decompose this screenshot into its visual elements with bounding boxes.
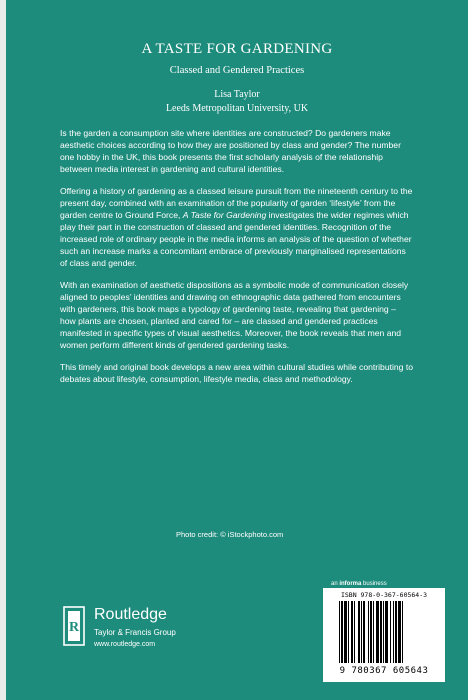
book-back-cover bbox=[6, 0, 468, 700]
author-name: Lisa Taylor bbox=[214, 89, 260, 100]
author-affiliation: Leeds Metropolitan University, UK bbox=[165, 103, 309, 114]
book-title: A TASTE FOR GARDENING bbox=[141, 41, 333, 57]
blurb bbox=[60, 127, 413, 395]
tagline-suffix: business bbox=[361, 581, 387, 587]
informa-brand: informa bbox=[339, 581, 362, 587]
book-subtitle: Classed and Gendered Practices bbox=[169, 65, 305, 76]
blurb-paragraph-4: This timely and original book develops a new area within cultural studies while contributing to debates about lifestyle, consumption, lifestyle media, class and methodology. bbox=[60, 362, 414, 384]
blurb-paragraph-1: Is the garden a consumption site where identities are constructed? Do gardeners make aesthetic choices according to how they are positioned by class and gender? The number one hobby in the UK, this book presents the first scholarly analysis of the relationship between media interest in gardening and cultural identities. bbox=[60, 128, 401, 174]
barcode bbox=[323, 588, 445, 682]
isbn-digits: 9 780367 605643 bbox=[339, 666, 429, 676]
blurb-text: investigates the wider regimes which play their part in the construction of classed and gendered identities. Recognition of the increased role of ordinary people in the media informs an analysis of the question of whether such an increase marks a concomitant embrace of previously marginalised representations of class and gender. bbox=[60, 210, 412, 268]
barcode-bars bbox=[337, 601, 431, 663]
blurb-paragraph-2 bbox=[60, 185, 413, 269]
isbn-label: ISBN 978-0-367-60564-3 bbox=[340, 591, 428, 599]
publisher-url: www.routledge.com bbox=[94, 641, 156, 648]
publisher-group: Taylor & Francis Group bbox=[94, 628, 176, 637]
logo-letter: R bbox=[68, 620, 80, 635]
publisher-name: Routledge bbox=[94, 606, 167, 623]
routledge-logo-icon bbox=[63, 606, 85, 646]
photo-credit: Photo credit: © iStockphoto.com bbox=[176, 530, 284, 539]
tagline-prefix: an bbox=[331, 581, 340, 587]
blurb-text: Offering a history of gardening as a classed leisure pursuit from the nineteenth century to the present day, combined with an examination of the popularity of garden ‘lifestyle’ from the garden centre to Ground Force, bbox=[60, 186, 413, 220]
blurb-paragraph-3: With an examination of aesthetic dispositions as a symbolic mode of communication closely aligned to peoples’ identities and drawing on ethnographic data gathered from encounters with gardeners, this book maps a typology of gardening taste, revealing that gardening – how plants are chosen, planted and cared for – are classed and gendered practices manifested in specific types of visual aesthetics. Moreover, the book reveals that men and women perform different kinds of gendered gardening tasks. bbox=[60, 280, 409, 350]
informa-tagline bbox=[331, 581, 387, 587]
book-title-italic: A Taste for Gardening bbox=[182, 210, 267, 220]
